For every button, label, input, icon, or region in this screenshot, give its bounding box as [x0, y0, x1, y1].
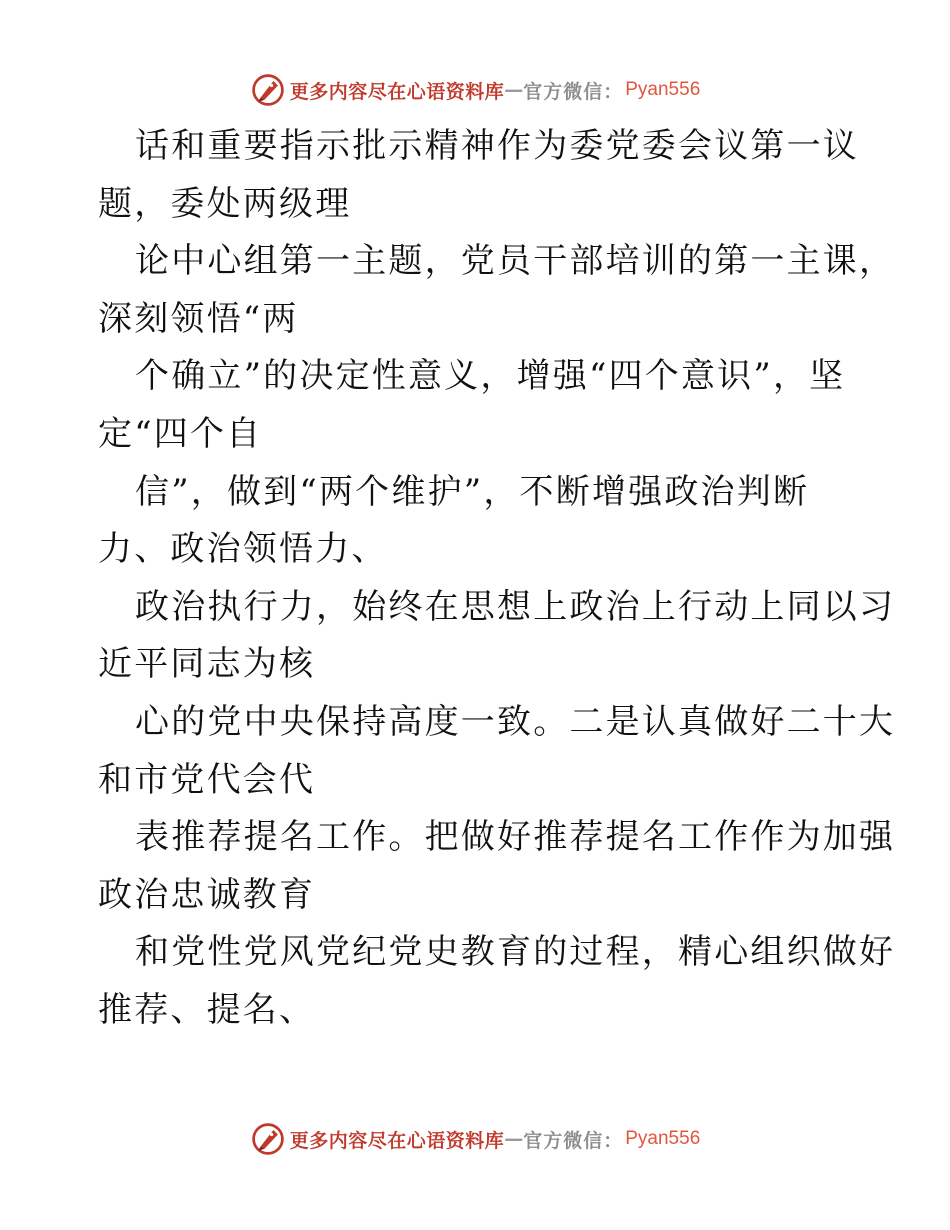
pen-nib-logo-icon	[250, 72, 286, 108]
footer-wechat-id: Pyan556	[625, 1128, 701, 1149]
body-line: 题，委处两级理	[98, 183, 352, 224]
body-line: 和市党代会代	[98, 759, 316, 800]
header-wechat-id: Pyan556	[625, 79, 701, 100]
body-line: 个确立”的决定性意义，增强“四个意识”，坚	[135, 356, 846, 397]
document-body	[98, 118, 896, 1040]
body-line: 定“四个自	[98, 413, 263, 454]
body-line: 话和重要指示批示精神作为委党委会议第一议	[135, 126, 859, 166]
body-line: 力、政治领悟力、	[98, 529, 388, 570]
footer-watermark	[0, 1119, 950, 1159]
header-separator: —	[504, 79, 524, 101]
body-line: 论中心组第一主题，党员干部培训的第一主课，	[135, 241, 896, 282]
body-line: 深刻领悟“两	[98, 298, 299, 339]
header-wechat-label: 官方微信：	[523, 80, 624, 103]
body-line: 心的党中央保持高度一致。二是认真做好二十大	[135, 701, 896, 742]
body-line: 和党性党风党纪党史教育的过程，精心组织做好	[135, 932, 896, 973]
header-brand-text: 更多内容尽在心语资料库	[289, 80, 505, 103]
body-line: 政治执行力，始终在思想上政治上行动上同以习	[135, 586, 896, 627]
body-line: 表推荐提名工作。把做好推荐提名工作作为加强	[135, 817, 896, 858]
footer-wechat-label: 官方微信：	[523, 1129, 624, 1152]
header-watermark	[0, 70, 950, 110]
body-line: 政治忠诚教育	[98, 874, 316, 915]
body-line: 推荐、提名、	[98, 989, 316, 1030]
body-line: 信”，做到“两个维护”，不断增强政治判断	[135, 471, 810, 512]
footer-separator: —	[504, 1128, 524, 1150]
body-line: 近平同志为核	[98, 644, 316, 685]
footer-brand-text: 更多内容尽在心语资料库	[289, 1129, 505, 1152]
pen-nib-logo-icon	[250, 1121, 286, 1157]
